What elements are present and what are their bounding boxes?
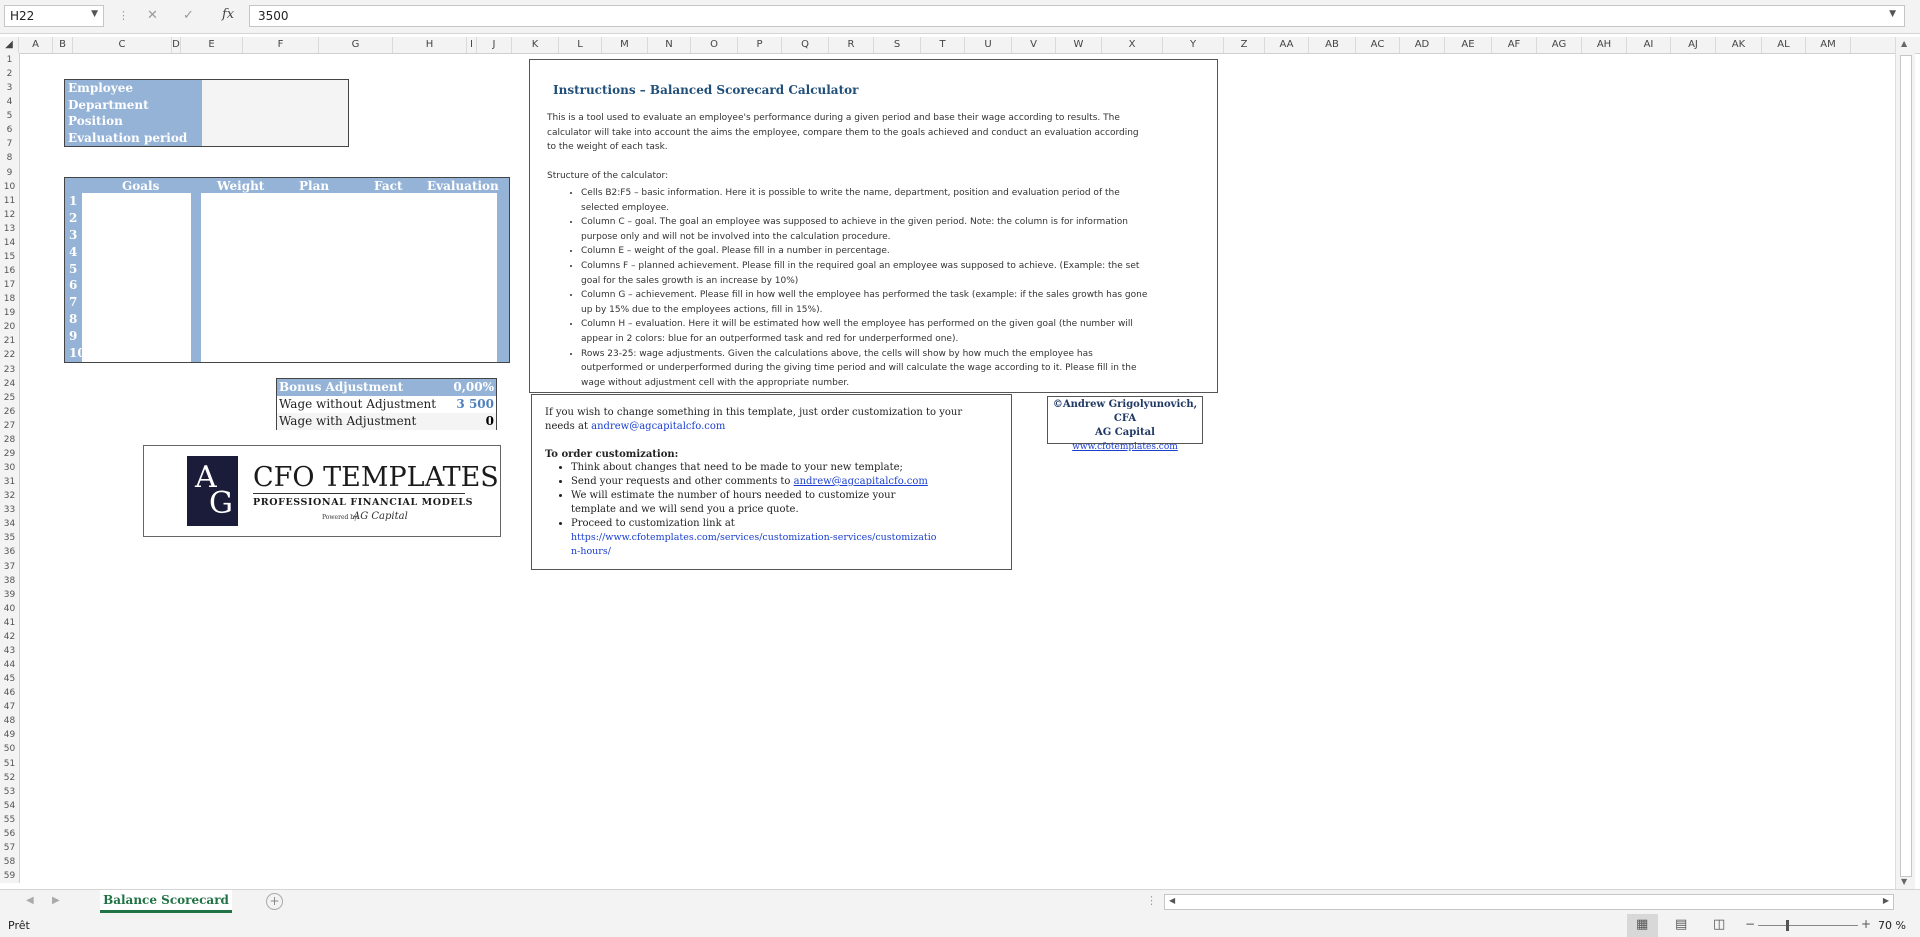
row-header[interactable]: 10 <box>3 181 16 192</box>
page-break-preview-icon[interactable]: ◫ <box>1713 917 1726 932</box>
column-header[interactable]: F <box>243 37 319 53</box>
row-header[interactable]: 22 <box>3 350 16 361</box>
copyright-box <box>1047 396 1203 452</box>
row-header[interactable]: 37 <box>3 561 16 572</box>
normal-view-button[interactable] <box>1627 914 1658 937</box>
weight-header[interactable]: Weight <box>217 179 265 193</box>
row-header[interactable]: 42 <box>3 631 16 642</box>
vertical-scrollbar[interactable] <box>1895 37 1915 889</box>
vertical-scroll-thumb[interactable] <box>1900 55 1912 877</box>
customization-intro-text: If you wish to change something in this template, just order customization to your needs at <box>545 407 963 432</box>
instructions-title: Instructions – Balanced Scorecard Calculator <box>553 83 859 97</box>
info-labels <box>65 80 202 146</box>
row-header[interactable]: 6 <box>6 125 13 136</box>
goals-table <box>64 177 510 363</box>
row-header[interactable]: 25 <box>3 392 16 403</box>
logo-divider <box>253 493 465 494</box>
row-header[interactable]: 55 <box>3 814 16 825</box>
row-header[interactable]: 47 <box>3 702 16 713</box>
send-requests-email-link[interactable]: andrew@agcapitalcfo.com <box>793 476 928 487</box>
customization-step: • We will estimate the number of hours needed to customize your template and we will send you a price quote. <box>571 489 941 517</box>
column-header[interactable]: K <box>512 37 559 53</box>
add-sheet-icon[interactable]: + <box>266 893 283 910</box>
logo-title: CFO TEMPLATES <box>253 462 499 493</box>
position-label[interactable]: Position <box>68 114 123 128</box>
row-header[interactable]: 30 <box>3 463 16 474</box>
column-header[interactable]: S <box>874 37 921 53</box>
row-headers <box>0 53 20 883</box>
column-header[interactable]: C <box>73 37 172 53</box>
customization-email-link[interactable]: andrew@agcapitalcfo.com <box>591 421 726 432</box>
column-header[interactable]: AK <box>1716 37 1762 53</box>
column-header[interactable]: AJ <box>1671 37 1716 53</box>
evaluation-header[interactable]: Evaluation <box>427 179 499 193</box>
column-header[interactable]: N <box>648 37 691 53</box>
row-header[interactable]: 39 <box>3 589 16 600</box>
formula-input[interactable] <box>249 5 1905 27</box>
scroll-right-icon[interactable]: ▶ <box>1882 896 1889 905</box>
column-header[interactable]: AH <box>1582 37 1627 53</box>
customization-hours-link[interactable]: https://www.cfotemplates.com/services/customization-services/customization-hours/ <box>571 532 937 557</box>
split-handle-icon[interactable]: ⋮ <box>1146 894 1157 907</box>
ag-monogram <box>187 456 238 526</box>
column-header[interactable]: Y <box>1163 37 1224 53</box>
scroll-down-icon[interactable]: ▼ <box>1901 877 1908 886</box>
row-header[interactable]: 12 <box>3 209 16 220</box>
row-header[interactable]: 17 <box>3 280 16 291</box>
column-i-spacer <box>497 193 509 362</box>
insert-function-icon[interactable]: fx <box>222 7 235 22</box>
row-header[interactable]: 19 <box>3 308 16 319</box>
goal-row-number[interactable]: 9 <box>69 329 78 344</box>
goal-row-number[interactable]: 3 <box>69 227 78 242</box>
column-header[interactable]: A <box>19 37 53 53</box>
column-header[interactable]: AM <box>1806 37 1851 53</box>
column-header[interactable]: AC <box>1356 37 1400 53</box>
status-ready: Prêt <box>8 919 30 932</box>
powered-by-text: Powered by <box>322 514 358 521</box>
expand-formula-icon[interactable]: ▼ <box>1889 9 1896 19</box>
row-header[interactable]: 2 <box>6 69 13 80</box>
zoom-out-icon[interactable]: − <box>1745 917 1756 931</box>
row-header[interactable]: 46 <box>3 688 16 699</box>
goal-row-number[interactable]: 5 <box>69 261 78 276</box>
row-header[interactable]: 41 <box>3 617 16 628</box>
row-header[interactable]: 7 <box>6 139 13 150</box>
row-header[interactable]: 15 <box>3 251 16 262</box>
cfo-templates-logo[interactable] <box>143 445 501 537</box>
goals-header[interactable]: Goals <box>122 179 160 193</box>
row-header[interactable]: 31 <box>3 477 16 488</box>
column-header[interactable]: P <box>738 37 782 53</box>
row-header[interactable]: 32 <box>3 491 16 502</box>
department-label[interactable]: Department <box>68 97 149 112</box>
customization-list <box>545 461 941 559</box>
scroll-left-icon[interactable]: ◀ <box>1169 896 1176 905</box>
column-header[interactable]: Z <box>1224 37 1265 53</box>
row-header[interactable]: 16 <box>3 266 16 277</box>
column-header[interactable]: AI <box>1627 37 1671 53</box>
column-header[interactable]: D <box>172 37 181 53</box>
instructions-intro: This is a tool used to evaluate an employee's performance during a given period and base their wage according to results. The calculator will take into account the aims the employee, compare them to the goals achieved and conduct an evaluation according to the weight of each task. <box>547 113 1139 153</box>
customization-step <box>571 475 941 489</box>
row-header[interactable]: 4 <box>6 97 13 108</box>
row-header[interactable]: 13 <box>3 223 16 234</box>
wage-with-value: 0 <box>485 414 494 428</box>
column-header[interactable]: V <box>1012 37 1056 53</box>
goal-row-number[interactable]: 4 <box>69 244 78 259</box>
scroll-up-icon[interactable]: ▲ <box>1901 39 1908 48</box>
column-header[interactable]: T <box>921 37 965 53</box>
column-header[interactable]: W <box>1056 37 1102 53</box>
grid-icon: ▦ <box>1636 917 1649 932</box>
row-header[interactable]: 27 <box>3 420 16 431</box>
column-headers <box>0 37 1920 54</box>
row-header[interactable]: 3 <box>6 83 13 94</box>
column-header[interactable]: B <box>53 37 73 53</box>
row-header[interactable]: 5 <box>6 111 13 122</box>
row-header[interactable]: 58 <box>3 856 16 867</box>
instruction-item: • Columns F – planned achievement. Please fill in the required goal an employee was supposed to achieve. (Example: the set goal for the sales growth is an increase by 10%) <box>581 259 1151 288</box>
zoom-slider-thumb[interactable] <box>1786 920 1789 931</box>
row-header[interactable]: 51 <box>3 758 16 769</box>
bonus-adjustment-value: 0,00% <box>453 380 494 394</box>
employee-info-block <box>64 79 349 147</box>
instructions-box[interactable] <box>529 59 1218 393</box>
copyright-author: ©Andrew Grigolyunovich, CFA <box>1052 399 1198 424</box>
row-header[interactable]: 26 <box>3 406 16 417</box>
column-header[interactable]: AD <box>1400 37 1445 53</box>
row-header[interactable]: 50 <box>3 744 16 755</box>
customization-heading: To order customization: <box>545 449 679 460</box>
instruction-item: • Column H – evaluation. Here it will be estimated how well the employee has performed on the given goal (the number will appear in 2 colors: blue for an outperformed task and red for underperformed one). <box>581 317 1151 346</box>
bonus-adjustment-label: Bonus Adjustment <box>279 380 404 394</box>
column-header[interactable]: M <box>602 37 648 53</box>
column-header[interactable]: O <box>691 37 738 53</box>
wage-adjustment-block <box>276 378 497 430</box>
copyright-company: AG Capital <box>1095 427 1155 438</box>
powered-by-brand: AG Capital <box>353 511 408 522</box>
instruction-item: • Rows 23-25: wage adjustments. Given the calculations above, the cells will show by how much the employee has outperformed or underperformed during the giving time period and will calculate the wage according to it. Please fill in the wage without adjustment cell with the appropriate number. <box>581 347 1151 391</box>
employee-label[interactable]: Employee <box>68 81 134 95</box>
customization-intro <box>545 406 965 434</box>
chevron-down-icon[interactable]: ▼ <box>91 9 98 19</box>
evaluation-period-label[interactable]: Evaluation period <box>68 130 188 145</box>
page-layout-icon[interactable]: ▤ <box>1675 917 1688 932</box>
bonus-adjustment-row[interactable] <box>277 379 496 396</box>
wage-with-label: Wage with Adjustment <box>279 414 417 428</box>
zoom-slider[interactable] <box>1758 925 1858 926</box>
row-header[interactable]: 56 <box>3 828 16 839</box>
row-header[interactable]: 36 <box>3 547 16 558</box>
wage-without-value: 3 500 <box>456 397 494 411</box>
row-header[interactable]: 40 <box>3 603 16 614</box>
row-header[interactable]: 53 <box>3 786 16 797</box>
fact-header[interactable]: Fact <box>374 179 403 193</box>
instruction-item: • Cells B2:F5 – basic information. Here it is possible to write the name, department, position and evaluation period of the selected employee. <box>581 186 1151 215</box>
zoom-level[interactable]: 70 % <box>1878 919 1906 932</box>
row-header[interactable]: 18 <box>3 294 16 305</box>
instructions-list <box>547 186 1151 390</box>
customization-step-text: Send your requests and other comments to <box>571 476 791 487</box>
row-header[interactable]: 9 <box>6 167 13 178</box>
column-d-spacer <box>191 193 201 362</box>
column-header[interactable]: L <box>559 37 602 53</box>
row-header[interactable]: 48 <box>3 716 16 727</box>
row-header[interactable]: 14 <box>3 237 16 248</box>
instruction-item: • Column E – weight of the goal. Please fill in a number in percentage. <box>581 244 1151 259</box>
row-header[interactable]: 54 <box>3 800 16 811</box>
row-header[interactable]: 23 <box>3 364 16 375</box>
column-header[interactable]: AB <box>1309 37 1356 53</box>
row-header[interactable]: 35 <box>3 533 16 544</box>
formula-value: 3500 <box>258 9 289 23</box>
row-header[interactable]: 29 <box>3 448 16 459</box>
row-header[interactable]: 21 <box>3 336 16 347</box>
structure-heading: Structure of the calculator: <box>547 171 669 181</box>
horizontal-scrollbar[interactable] <box>1164 894 1894 910</box>
column-header[interactable]: AL <box>1762 37 1806 53</box>
instruction-item: • Column G – achievement. Please fill in how well the employee has performed the task (example: if the sales growth has gone up by 15% due to the employees actions, fill in 15%). <box>581 288 1151 317</box>
customization-box[interactable] <box>531 394 1012 570</box>
row-header[interactable]: 52 <box>3 772 16 783</box>
plan-header[interactable]: Plan <box>299 179 330 193</box>
row-header[interactable]: 8 <box>6 153 13 164</box>
status-bar <box>0 914 1920 937</box>
column-header[interactable]: R <box>829 37 874 53</box>
select-all-corner[interactable]: ◢ <box>0 37 19 53</box>
customization-step-text: Proceed to customization link at <box>571 518 735 529</box>
goal-row-number[interactable]: 7 <box>69 295 78 310</box>
column-header[interactable]: U <box>965 37 1012 53</box>
wage-without-adjustment-row[interactable] <box>277 396 496 413</box>
column-header[interactable]: Q <box>782 37 829 53</box>
row-header[interactable]: 38 <box>3 575 16 586</box>
prev-sheet-icon[interactable]: ◀ <box>26 895 34 906</box>
customization-step <box>571 517 941 559</box>
row-header[interactable]: 59 <box>3 871 16 882</box>
row-header[interactable]: 20 <box>3 322 16 333</box>
row-header[interactable]: 45 <box>3 674 16 685</box>
column-header[interactable]: AG <box>1537 37 1582 53</box>
row-header[interactable]: 43 <box>3 645 16 656</box>
column-header[interactable]: AA <box>1265 37 1309 53</box>
goal-row-number[interactable]: 10 <box>69 346 86 361</box>
goal-row-number[interactable]: 1 <box>69 194 78 208</box>
column-header[interactable]: E <box>181 37 243 53</box>
sheet-tab-balance-scorecard[interactable]: Balance Scorecard <box>100 890 232 913</box>
instruction-item: • Column C – goal. The goal an employee was supposed to achieve in the given period. Note: the column is for information purpose only and will not be involved into the calculation procedure. <box>581 215 1151 244</box>
row-header[interactable]: 34 <box>3 519 16 530</box>
enter-check-icon[interactable]: ✓ <box>183 8 194 23</box>
row-header[interactable]: 11 <box>3 195 16 206</box>
row-header[interactable]: 24 <box>3 378 16 389</box>
customization-step: • Think about changes that need to be made to your new template; <box>571 461 941 475</box>
goals-table-header <box>65 178 509 193</box>
zoom-in-icon[interactable]: + <box>1861 917 1872 931</box>
column-header[interactable]: X <box>1102 37 1163 53</box>
column-header[interactable]: J <box>477 37 512 53</box>
logo-subtitle: PROFESSIONAL FINANCIAL MODELS <box>253 497 474 508</box>
row-header[interactable]: 57 <box>3 842 16 853</box>
column-header[interactable]: AF <box>1492 37 1537 53</box>
sheet-tab-bar <box>0 889 1920 915</box>
goal-row-number[interactable]: 8 <box>69 312 78 327</box>
more-options-icon: ⋮ <box>118 9 129 22</box>
column-header[interactable]: I <box>467 37 477 53</box>
row-header[interactable]: 28 <box>3 434 16 445</box>
row-header[interactable]: 44 <box>3 660 16 670</box>
monogram-g: G <box>209 486 233 521</box>
row-header[interactable]: 1 <box>6 55 13 65</box>
website-link[interactable]: www.cfotemplates.com <box>1072 442 1178 452</box>
row-header[interactable]: 33 <box>3 505 16 516</box>
monogram-a: A <box>195 460 217 495</box>
wage-without-label: Wage without Adjustment <box>279 397 437 411</box>
column-header[interactable]: H <box>393 37 467 53</box>
name-box[interactable] <box>4 5 104 27</box>
wage-with-adjustment-row[interactable] <box>277 413 496 430</box>
name-box-value: H22 <box>10 9 35 23</box>
goal-row-number[interactable]: 6 <box>69 278 78 293</box>
column-header[interactable]: AE <box>1445 37 1492 53</box>
goal-number-column <box>65 193 86 362</box>
column-header[interactable]: G <box>319 37 393 53</box>
next-sheet-icon[interactable]: ▶ <box>52 895 60 906</box>
formula-bar <box>0 0 1920 34</box>
goal-row-number[interactable]: 2 <box>69 210 78 225</box>
row-header[interactable]: 49 <box>3 730 16 741</box>
cancel-icon[interactable]: ✕ <box>147 8 158 23</box>
